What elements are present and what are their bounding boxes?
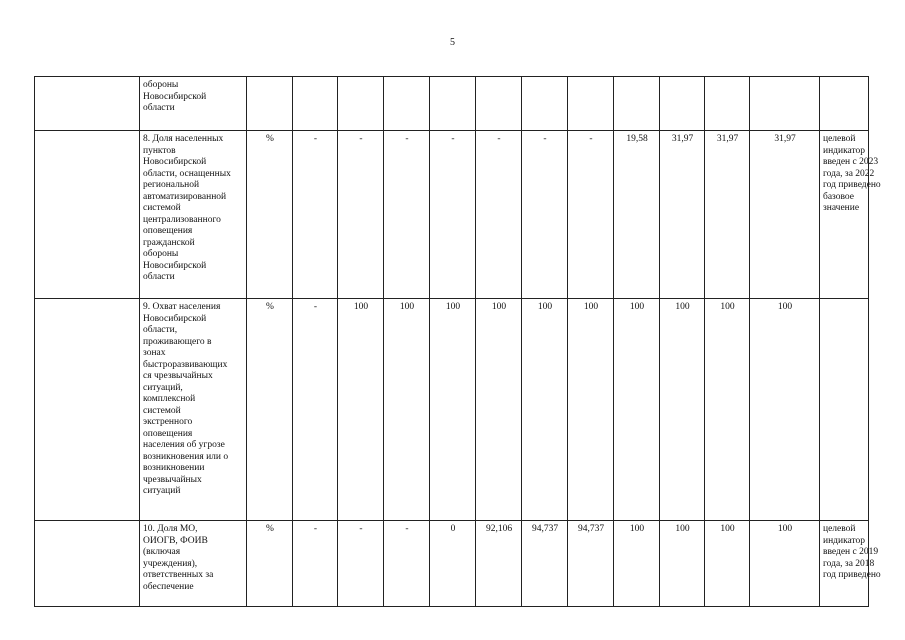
indicator-name-line: экстренного <box>143 417 193 427</box>
unit-cell: % <box>247 521 293 607</box>
note-line: года, за 2018 <box>823 558 875 569</box>
table-row <box>35 521 869 607</box>
indicator-name-line: учреждения), <box>143 558 198 569</box>
value-cell: - <box>384 521 430 607</box>
indicator-name-cell <box>140 299 247 521</box>
indicator-name-line: обороны <box>143 249 179 259</box>
value-cell: 94,737 <box>522 521 568 607</box>
value-cell: 100 <box>705 521 750 607</box>
value-cell: 31,97 <box>705 131 750 299</box>
indicator-name-line: Новосибирской <box>143 157 207 167</box>
unit-cell <box>247 77 293 131</box>
value-cell: 92,106 <box>476 521 522 607</box>
note-cell <box>820 299 869 521</box>
indicator-name-line: ситуаций, <box>143 382 183 393</box>
indicator-name-line: возникновении <box>143 463 205 473</box>
indicator-name-line: Новосибирской <box>143 91 207 102</box>
value-cell <box>614 77 660 131</box>
indicator-name-cell <box>140 131 247 299</box>
value-cell: 100 <box>614 521 660 607</box>
indicator-name-line: комплексной <box>143 394 196 404</box>
indicator-name-line: области <box>143 103 175 113</box>
note-line: целевой <box>823 524 856 534</box>
value-cell: 100 <box>660 521 705 607</box>
note-line: индикатор <box>823 145 866 156</box>
indicator-name-line: ответственных за <box>143 570 214 580</box>
page-number: 5 <box>450 37 455 48</box>
indicator-name-line: зонах <box>143 348 166 358</box>
note-line: год приведено <box>823 180 881 190</box>
indicator-name-cell <box>140 77 247 131</box>
value-cell <box>430 77 476 131</box>
value-cell <box>338 77 384 131</box>
value-cell: 100 <box>338 299 384 521</box>
indicator-name-line: оповещения <box>143 428 193 439</box>
value-cell: 100 <box>750 521 820 607</box>
indicator-name-line: централизованного <box>143 214 221 225</box>
empty-cell <box>35 77 140 131</box>
value-cell: - <box>293 521 338 607</box>
indicator-name-line: 8. Доля населенных <box>143 134 224 144</box>
indicator-name-line: системой <box>143 405 181 416</box>
indicator-name-line: оповещения <box>143 226 193 236</box>
note-cell <box>820 521 881 607</box>
value-cell: 31,97 <box>660 131 705 299</box>
indicator-name-line: Новосибирской <box>143 313 207 324</box>
value-cell <box>476 77 522 131</box>
table-row <box>35 131 869 299</box>
value-cell <box>660 77 705 131</box>
indicator-name-line: области, <box>143 325 178 335</box>
indicator-name-line: системой <box>143 203 181 213</box>
value-cell <box>705 77 750 131</box>
indicator-name-line: 10. Доля МО, <box>143 524 198 534</box>
value-cell: 100 <box>660 299 705 521</box>
value-cell: 94,737 <box>568 521 614 607</box>
indicator-name-line: 9. Охват населения <box>143 302 221 312</box>
value-cell <box>568 77 614 131</box>
table-body <box>35 77 881 607</box>
indicator-name-line: региональной <box>143 180 200 190</box>
indicator-name-line: проживающего в <box>143 336 212 347</box>
empty-cell <box>35 131 140 299</box>
indicator-name-line: пунктов <box>143 145 176 156</box>
value-cell: 0 <box>430 521 476 607</box>
note-line: целевой <box>823 134 856 144</box>
value-cell: - <box>384 131 430 299</box>
value-cell: - <box>522 131 568 299</box>
value-cell: - <box>293 131 338 299</box>
value-cell: - <box>338 521 384 607</box>
note-line: значение <box>823 203 860 213</box>
indicator-name-line: населения об угрозе <box>143 440 225 450</box>
empty-cell <box>35 521 140 607</box>
indicator-name-line: ОИОГВ, ФОИВ <box>143 535 208 546</box>
value-cell: 31,97 <box>750 131 820 299</box>
note-line: индикатор <box>823 535 866 546</box>
value-cell <box>384 77 430 131</box>
value-cell: 100 <box>430 299 476 521</box>
indicator-name-line: ся чрезвычайных <box>143 371 213 381</box>
value-cell: 100 <box>705 299 750 521</box>
indicator-name-line: Новосибирской <box>143 260 207 271</box>
value-cell: 100 <box>750 299 820 521</box>
value-cell: 100 <box>522 299 568 521</box>
table-row <box>35 299 869 521</box>
value-cell: - <box>430 131 476 299</box>
indicator-name-line: ситуаций <box>143 486 181 496</box>
indicator-name-line: обеспечение <box>143 581 194 592</box>
empty-cell <box>35 299 140 521</box>
note-line: базовое <box>823 191 855 202</box>
indicator-name-line: (включая <box>143 547 181 557</box>
indicator-table <box>34 76 881 607</box>
value-cell: 100 <box>614 299 660 521</box>
indicator-name-line: области <box>143 272 175 282</box>
unit-cell: % <box>247 299 293 521</box>
note-line: год приведено <box>823 570 881 580</box>
note-line: года, за 2022 <box>823 168 875 179</box>
value-cell: - <box>338 131 384 299</box>
value-cell: 19,58 <box>614 131 660 299</box>
value-cell <box>522 77 568 131</box>
value-cell: 100 <box>384 299 430 521</box>
value-cell <box>293 77 338 131</box>
value-cell: - <box>568 131 614 299</box>
note-cell <box>820 131 881 299</box>
value-cell: - <box>476 131 522 299</box>
value-cell: 100 <box>568 299 614 521</box>
value-cell: - <box>293 299 338 521</box>
indicator-name-line: обороны <box>143 80 179 90</box>
indicator-name-line: возникновения или о <box>143 451 229 462</box>
indicator-name-line: области, оснащенных <box>143 168 231 179</box>
note-cell <box>820 77 869 131</box>
indicator-name-line: гражданской <box>143 237 195 248</box>
indicator-name-line: чрезвычайных <box>143 474 202 485</box>
value-cell <box>750 77 820 131</box>
unit-cell: % <box>247 131 293 299</box>
value-cell: 100 <box>476 299 522 521</box>
table-row <box>35 77 869 131</box>
note-line: введен с 2019 <box>823 547 879 557</box>
note-line: введен с 2023 <box>823 157 879 167</box>
indicator-name-line: автоматизированной <box>143 191 227 202</box>
indicator-name-line: быстроразвивающих <box>143 359 228 370</box>
indicator-name-cell <box>140 521 247 607</box>
